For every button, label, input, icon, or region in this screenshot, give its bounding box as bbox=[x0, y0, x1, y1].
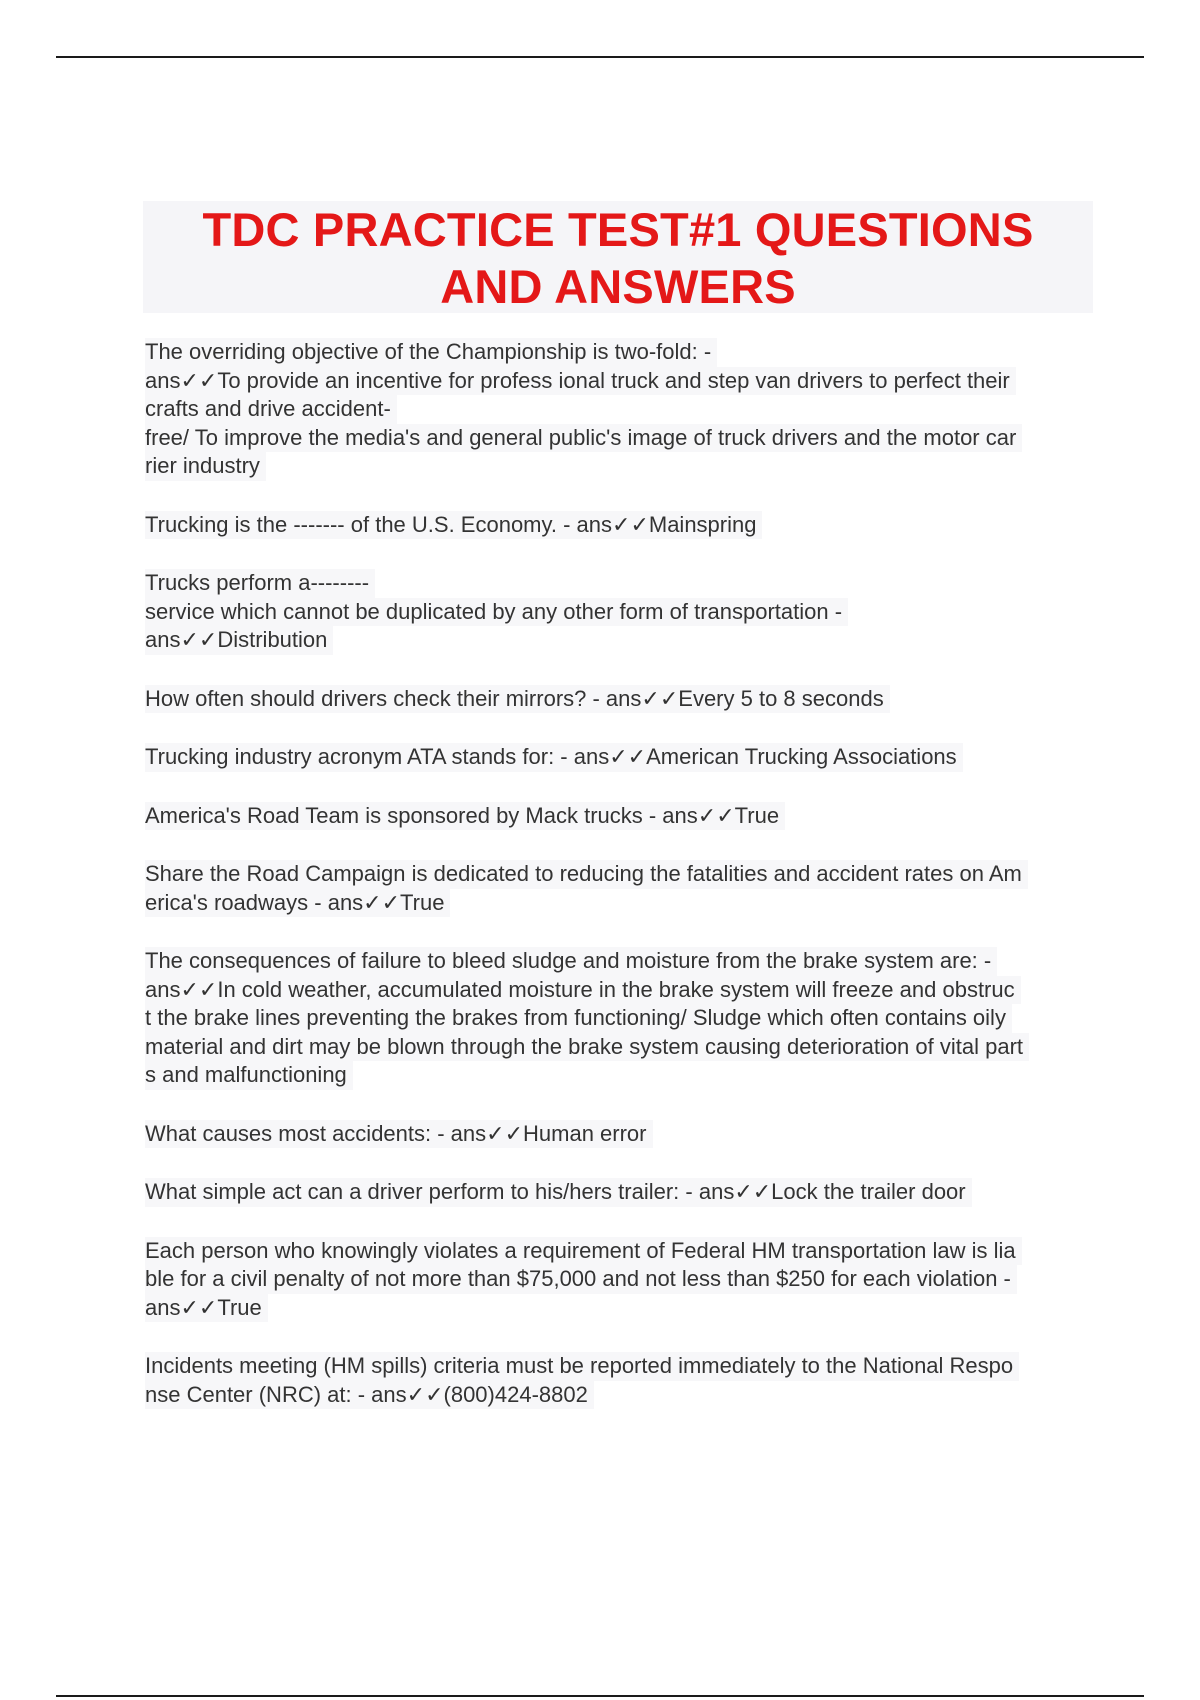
qa-line: The overriding objective of the Championship is two-fold: - bbox=[145, 338, 717, 367]
bottom-rule bbox=[56, 1695, 1144, 1697]
qa-item bbox=[145, 947, 1095, 1090]
qa-line: The consequences of failure to bleed sludge and moisture from the brake system are: - bbox=[145, 947, 997, 976]
page-title bbox=[143, 201, 1093, 315]
title-line-2: AND ANSWERS bbox=[440, 260, 796, 313]
qa-list bbox=[145, 338, 1095, 1409]
qa-line: ble for a civil penalty of not more than $75,000 and not less than $250 for each violation - bbox=[145, 1265, 1017, 1294]
qa-line: crafts and drive accident- bbox=[145, 395, 397, 424]
qa-line: rier industry bbox=[145, 452, 266, 481]
qa-line: ans✓✓Distribution bbox=[145, 626, 333, 655]
qa-line: What causes most accidents: - ans✓✓Human error bbox=[145, 1120, 653, 1149]
qa-line: erica's roadways - ans✓✓True bbox=[145, 889, 450, 918]
qa-item bbox=[145, 1178, 1095, 1207]
qa-line: Trucks perform a-------- bbox=[145, 569, 375, 598]
qa-item bbox=[145, 569, 1095, 655]
qa-item bbox=[145, 743, 1095, 772]
top-rule bbox=[56, 56, 1144, 58]
qa-line: ans✓✓True bbox=[145, 1294, 268, 1323]
qa-line: t the brake lines preventing the brakes from functioning/ Sludge which often contains oily bbox=[145, 1004, 1012, 1033]
qa-item bbox=[145, 860, 1095, 917]
qa-line: Share the Road Campaign is dedicated to reducing the fatalities and accident rates on Am bbox=[145, 860, 1028, 889]
qa-line: ans✓✓To provide an incentive for profess ional truck and step van drivers to perfect their bbox=[145, 367, 1016, 396]
qa-line: s and malfunctioning bbox=[145, 1061, 353, 1090]
qa-line: nse Center (NRC) at: - ans✓✓(800)424-8802 bbox=[145, 1381, 594, 1410]
qa-line: America's Road Team is sponsored by Mack trucks - ans✓✓True bbox=[145, 802, 785, 831]
qa-item bbox=[145, 338, 1095, 481]
qa-line: ans✓✓In cold weather, accumulated moisture in the brake system will freeze and obstruc bbox=[145, 976, 1021, 1005]
title-banner bbox=[143, 201, 1093, 313]
qa-line: free/ To improve the media's and general public's image of truck drivers and the motor car bbox=[145, 424, 1022, 453]
qa-item bbox=[145, 685, 1095, 714]
qa-line: Trucking is the ------- of the U.S. Economy. - ans✓✓Mainspring bbox=[145, 511, 762, 540]
qa-line: Incidents meeting (HM spills) criteria must be reported immediately to the National Respo bbox=[145, 1352, 1019, 1381]
title-line-1: TDC PRACTICE TEST#1 QUESTIONS bbox=[202, 203, 1034, 256]
qa-item bbox=[145, 1120, 1095, 1149]
qa-line: Each person who knowingly violates a requirement of Federal HM transportation law is lia bbox=[145, 1237, 1022, 1266]
qa-line: How often should drivers check their mirrors? - ans✓✓Every 5 to 8 seconds bbox=[145, 685, 890, 714]
qa-item bbox=[145, 1352, 1095, 1409]
qa-item bbox=[145, 1237, 1095, 1323]
qa-line: service which cannot be duplicated by any other form of transportation - bbox=[145, 598, 848, 627]
qa-line: Trucking industry acronym ATA stands for: - ans✓✓American Trucking Associations bbox=[145, 743, 963, 772]
qa-line: What simple act can a driver perform to his/hers trailer: - ans✓✓Lock the trailer door bbox=[145, 1178, 972, 1207]
qa-item bbox=[145, 511, 1095, 540]
qa-item bbox=[145, 802, 1095, 831]
qa-line: material and dirt may be blown through the brake system causing deterioration of vital part bbox=[145, 1033, 1029, 1062]
